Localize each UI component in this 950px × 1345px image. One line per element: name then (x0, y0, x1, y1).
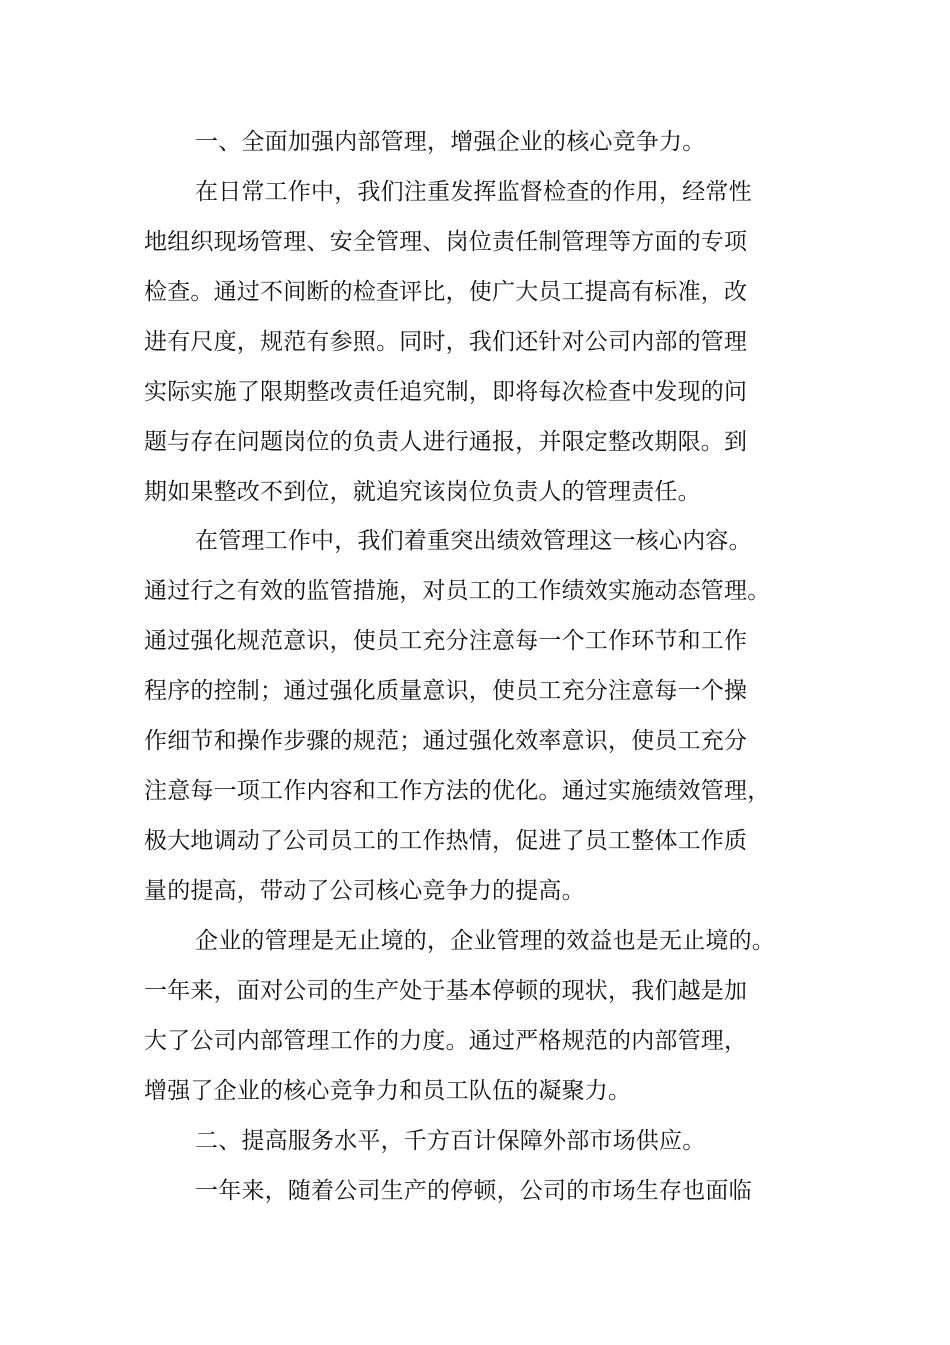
paragraph-line: 检查。通过不间断的检查评比，使广大员工提高有标准，改 (144, 279, 748, 305)
paragraph-line: 作细节和操作步骤的规范；通过强化效率意识，使员工充分 (144, 728, 748, 754)
paragraph-line: 极大地调动了公司员工的工作热情，促进了员工整体工作质 (144, 828, 748, 854)
paragraph-line: 量的提高，带动了公司核心竞争力的提高。 (144, 878, 585, 904)
paragraph-line: 增强了企业的核心竞争力和员工队伍的凝聚力。 (144, 1078, 632, 1104)
paragraph-line: 大了公司内部管理工作的力度。通过严格规范的内部管理， (144, 1028, 748, 1054)
paragraph-line: 一年来，随着公司生产的停顿，公司的市场生存也面临 (195, 1178, 752, 1204)
paragraph-line: 实际实施了限期整改责任追究制，即将每次检查中发现的问 (144, 379, 748, 405)
paragraph-line: 题与存在问题岗位的负责人进行通报，并限定整改期限。到 (144, 429, 748, 455)
paragraph-line: 注意每一项工作内容和工作方法的优化。通过实施绩效管理， (144, 778, 771, 804)
paragraph-line: 地组织现场管理、安全管理、岗位责任制管理等方面的专项 (144, 229, 748, 255)
paragraph-line: 企业的管理是无止境的，企业管理的效益也是无止境的。 (195, 928, 775, 954)
section-heading-1: 一、全面加强内部管理，增强企业的核心竞争力。 (195, 129, 706, 155)
section-heading-2: 二、提高服务水平，千方百计保障外部市场供应。 (195, 1128, 706, 1154)
paragraph-line: 期如果整改不到位，就追究该岗位负责人的管理责任。 (144, 479, 701, 505)
paragraph-line: 在日常工作中，我们注重发挥监督检查的作用，经常性 (195, 179, 752, 205)
paragraph-line: 程序的控制；通过强化质量意识，使员工充分注意每一个操 (144, 678, 748, 704)
paragraph-line: 在管理工作中，我们着重突出绩效管理这一核心内容。 (195, 528, 752, 554)
paragraph-line: 通过行之有效的监管措施，对员工的工作绩效实施动态管理。 (144, 578, 771, 604)
paragraph-line: 通过强化规范意识，使员工充分注意每一个工作环节和工作 (144, 628, 748, 654)
paragraph-line: 一年来，面对公司的生产处于基本停顿的现状，我们越是加 (144, 978, 748, 1004)
paragraph-line: 进有尺度，规范有参照。同时，我们还针对公司内部的管理 (144, 329, 748, 355)
